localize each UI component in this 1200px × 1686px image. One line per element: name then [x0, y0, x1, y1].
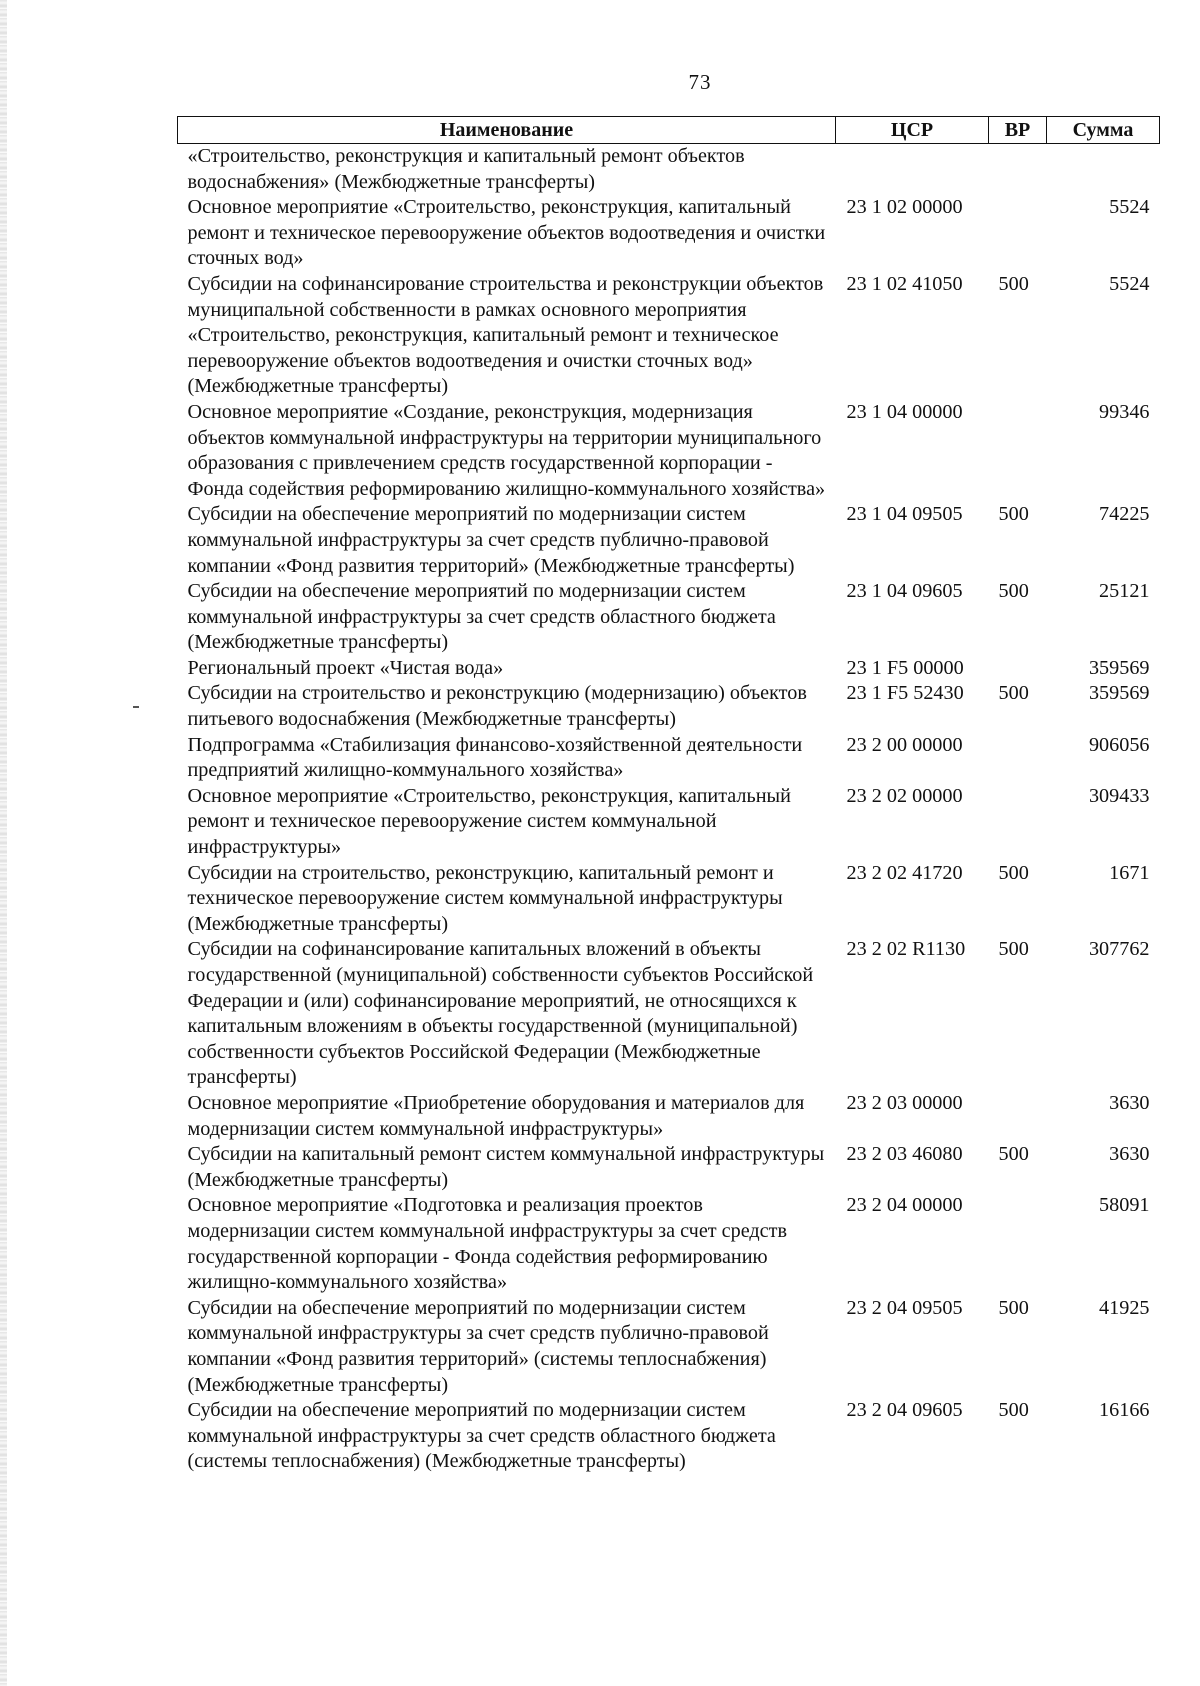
table-row — [178, 195, 1160, 272]
row-name: Основное мероприятие «Подготовка и реализация проектов модернизации систем коммунальной инфраструктуры за счет средств государственной корпорации - Фонда содействия реформированию жилищно-коммунального хозяйства» — [187, 1194, 787, 1294]
table-row — [178, 272, 1160, 400]
row-vr: 500 — [998, 1143, 1029, 1166]
row-sum: 25121 — [1099, 580, 1150, 603]
row-csr — [836, 144, 989, 196]
row-vr: 500 — [998, 861, 1029, 884]
row-vr: 500 — [998, 1296, 1029, 1319]
table-row — [178, 400, 1160, 502]
row-csr: 23 2 03 00000 — [846, 1091, 963, 1114]
row-name: Субсидии на обеспечение мероприятий по модернизации систем коммунальной инфраструктуры за счет средств областного бюджета (Межбюджетные трансферты) — [187, 580, 776, 654]
row-vr: 500 — [998, 272, 1029, 295]
header-vr: ВР — [989, 117, 1047, 144]
row-csr: 23 2 02 R1130 — [846, 938, 966, 961]
row-vr — [989, 144, 1047, 196]
table-row — [178, 144, 1160, 196]
row-name: Подпрограмма «Стабилизация финансово-хозяйственной деятельности предприятий жилищно-коммунального хозяйства» — [187, 733, 803, 782]
row-csr: 23 2 03 46080 — [846, 1143, 963, 1166]
row-vr: 500 — [998, 938, 1029, 961]
row-name: Субсидии на обеспечение мероприятий по модернизации систем коммунальной инфраструктуры за счет средств публично-правовой компании «Фонд развития территорий» (системы теплоснабжения) (Межбюджетные трансферты) — [187, 1296, 769, 1396]
row-vr: 500 — [998, 580, 1029, 603]
row-sum: 74225 — [1099, 503, 1150, 526]
header-csr: ЦСР — [836, 117, 989, 144]
table-row — [178, 784, 1160, 861]
row-csr: 23 2 02 00000 — [846, 784, 963, 807]
row-sum: 16166 — [1099, 1399, 1150, 1422]
row-name: Субсидии на капитальный ремонт систем коммунальной инфраструктуры (Межбюджетные трансферты) — [187, 1143, 825, 1191]
row-sum: 3630 — [1109, 1091, 1150, 1114]
row-name: «Строительство, реконструкция и капитальный ремонт объектов водоснабжения» (Межбюджетные трансферты) — [187, 145, 745, 193]
row-vr — [989, 784, 1047, 861]
table-row — [178, 861, 1160, 938]
row-sum: 5524 — [1109, 272, 1150, 295]
table-row — [178, 656, 1160, 682]
row-csr: 23 1 04 09605 — [846, 580, 963, 603]
header-sum: Сумма — [1047, 117, 1160, 144]
header-row — [178, 117, 1160, 144]
budget-table — [177, 116, 1160, 1475]
row-name: Субсидии на обеспечение мероприятий по модернизации систем коммунальной инфраструктуры за счет средств областного бюджета (системы теплоснабжения) (Межбюджетные трансферты) — [187, 1399, 776, 1473]
table-row — [178, 1296, 1160, 1398]
row-sum: 1671 — [1109, 861, 1150, 884]
row-csr: 23 1 04 09505 — [846, 503, 963, 526]
table-row — [178, 502, 1160, 579]
table-row — [178, 1142, 1160, 1193]
row-sum: 906056 — [1088, 733, 1150, 756]
row-csr: 23 2 04 09505 — [846, 1296, 963, 1319]
table-row — [178, 937, 1160, 1091]
row-name: Субсидии на софинансирование капитальных вложений в объекты государственной (муниципальной) собственности субъектов Российской Федерации и (или) софинансирование мероприятий, не относящихся к капитальным вложениям в объекты государственной (муниципальной) собственности субъектов Российской Федерации (Межбюджетные трансферты) — [187, 938, 814, 1089]
row-sum: 41925 — [1099, 1296, 1150, 1319]
row-name: Субсидии на софинансирование строительства и реконструкции объектов муниципальной собственности в рамках основного мероприятия «Строительство, реконструкция, капитальный ремонт и техническое перевооружение объектов водоотведения и очистки сточных вод» (Межбюджетные трансферты) — [187, 272, 824, 398]
row-sum — [1047, 144, 1160, 196]
row-name: Основное мероприятие «Строительство, реконструкция, капитальный ремонт и техническое перевооружение систем коммунальной инфраструктуры» — [187, 784, 791, 859]
row-csr: 23 1 F5 00000 — [846, 656, 964, 679]
table-row — [178, 1091, 1160, 1142]
row-vr: 500 — [998, 1399, 1029, 1422]
row-vr — [989, 1091, 1047, 1142]
stray-mark — [133, 706, 139, 708]
row-csr: 23 2 02 41720 — [846, 861, 963, 884]
row-csr: 23 1 02 00000 — [846, 196, 963, 219]
row-sum: 99346 — [1099, 400, 1150, 423]
row-sum: 359569 — [1088, 682, 1150, 705]
table-row — [178, 681, 1160, 732]
row-sum: 359569 — [1088, 656, 1150, 679]
table-row — [178, 579, 1160, 656]
scan-edge — [0, 0, 7, 1686]
row-csr: 23 1 02 41050 — [846, 272, 963, 295]
row-name: Региональный проект «Чистая вода» — [187, 656, 504, 679]
row-name: Субсидии на обеспечение мероприятий по модернизации систем коммунальной инфраструктуры за счет средств публично-правовой компании «Фонд развития территорий» (Межбюджетные трансферты) — [187, 503, 795, 577]
row-vr: 500 — [998, 503, 1029, 526]
row-csr: 23 1 04 00000 — [846, 400, 963, 423]
row-csr: 23 2 04 09605 — [846, 1399, 963, 1422]
row-sum: 5524 — [1109, 196, 1150, 219]
row-name: Субсидии на строительство, реконструкцию, капитальный ремонт и техническое перевооружение систем коммунальной инфраструктуры (Межбюджетные трансферты) — [187, 861, 783, 935]
row-sum: 307762 — [1088, 938, 1150, 961]
row-vr — [989, 733, 1047, 784]
row-vr — [989, 1193, 1047, 1295]
row-name: Основное мероприятие «Приобретение оборудования и материалов для модернизации систем коммунальной инфраструктуры» — [187, 1091, 805, 1140]
header-name: Наименование — [178, 117, 836, 144]
table-header — [178, 117, 1160, 144]
row-vr — [989, 195, 1047, 272]
table-row — [178, 1398, 1160, 1475]
row-sum: 58091 — [1099, 1194, 1150, 1217]
table-row — [178, 733, 1160, 784]
row-name: Основное мероприятие «Строительство, реконструкция, капитальный ремонт и техническое перевооружение объектов водоотведения и очистки сточных вод» — [187, 196, 826, 270]
row-sum: 309433 — [1088, 784, 1150, 807]
row-csr: 23 2 04 00000 — [846, 1194, 963, 1217]
row-sum: 3630 — [1109, 1143, 1150, 1166]
row-vr — [989, 400, 1047, 502]
row-vr — [989, 656, 1047, 682]
row-csr: 23 2 00 00000 — [846, 733, 963, 756]
row-name: Субсидии на строительство и реконструкцию (модернизацию) объектов питьевого водоснабжения (Межбюджетные трансферты) — [187, 682, 807, 731]
page-number: 73 — [688, 70, 712, 94]
row-csr: 23 1 F5 52430 — [846, 682, 964, 705]
row-vr: 500 — [998, 682, 1029, 705]
table-row — [178, 1193, 1160, 1295]
table-body — [178, 144, 1160, 1475]
row-name: Основное мероприятие «Создание, реконструкция, модернизация объектов коммунальной инфраструктуры на территории муниципального образования с привлечением средств государственной корпорации - Фонда содействия реформированию жилищно-коммунального хозяйства» — [187, 400, 826, 500]
